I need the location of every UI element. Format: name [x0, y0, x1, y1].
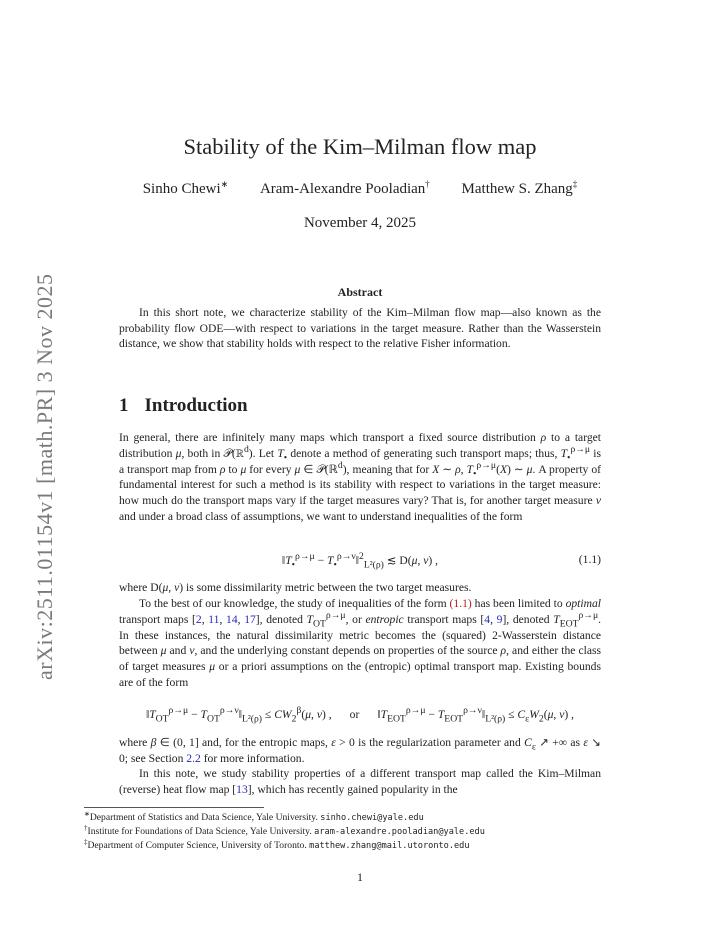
abstract-heading: Abstract [337, 285, 383, 299]
intro-paragraph-3: To the best of our knowledge, the study of inequalities of the form (1.1) has been limited to optimal transport maps [2, 11, 14, 17], denoted $T_{OT}^{\rho\to\mu}$, or entropic transport maps [4, 9], denoted $T_{EOT}^{\rho\to\mu}$. In these instances, the natural dissimilarity metric becomes the (squared) 2-Wasserstein distance between μ and ν, and the underlying constant depends on properties of the source ρ, and either the class of target measures μ or a priori assumptions on the (entropic) optimal transport map. Existing bounds are of the form [119, 597, 602, 689]
footnotes [84, 811, 644, 853]
equation-tag: (1.1) [578, 553, 601, 566]
intro-paragraph-1: In general, there are infinitely many maps which transport a fixed source distribution ρ to a target distribution μ, both in 𝒫(ℝ$^d$). Let $T_•$ denote a method of generating such transport maps; thus, $T_•^{\rho\to\mu}$ is a transport map from ρ to μ for every μ ∈ 𝒫(ℝ$^d$), meaning that for X ∼ ρ, $T_•^{\rho\to\mu}(X)$ ∼ μ. A property of fundamental interest for such a method is its stability with respect to variations in the target measure: how much do the transport maps vary if the target measures vary? That is, for another target measure ν and under a broad class of assumptions, we want to understand inequalities of the form [119, 431, 602, 523]
equation-bounds [119, 705, 601, 725]
footnote-rule [84, 807, 264, 808]
footnote-2: †Institute for Foundations of Data Science, Yale University. aram-alexandre.pooladian@yale.edu [84, 823, 485, 837]
section-title: Introduction [144, 395, 248, 416]
section-heading [119, 395, 248, 417]
author-list [0, 181, 720, 198]
page-number: 1 [357, 870, 363, 884]
section-number: 1 [119, 395, 129, 416]
equation-body: $‖T_•^{\rho\to\mu}$ − $T_•^{\rho\to\nu}‖^2_{L^2(\rho)}$ ≲ D(μ, ν) , [281, 551, 439, 571]
arxiv-sidebar [12, 250, 57, 680]
bound-ot: $‖T_{OT}^{\rho\to\mu}$ − $T_{OT}^{\rho\to\nu}‖_{L^2(\rho)} \le CW_2^\beta(\mu$, ν) , [145, 705, 332, 725]
abstract-text: In this short note, we characterize stability of the Kim–Milman flow map—also known as the probability flow ODE—with respect to variations in the target measure. Rather than the Wasserstein distance, we show that stability holds with respect to the relative Fisher information. [119, 306, 601, 351]
paper-date: November 4, 2025 [303, 215, 417, 231]
paper-title: Stability of the Kim–Milman flow map [183, 134, 537, 159]
footnote-email[interactable]: matthew.zhang@mail.utoronto.edu [309, 841, 470, 851]
footnote-1: ∗Department of Statistics and Data Science, Yale University. sinho.chewi@yale.edu [84, 809, 424, 823]
footnote-email[interactable]: aram-alexandre.pooladian@yale.edu [314, 827, 485, 837]
or-word: or [349, 708, 360, 721]
intro-paragraph-2: where D(μ, ν) is some dissimilarity metric between the two target measures. [119, 581, 472, 594]
author-3: Matthew S. Zhang‡ [461, 179, 578, 197]
author-1: Sinho Chewi∗ [142, 179, 229, 197]
footnote-3: ‡Department of Computer Science, University of Toronto. matthew.zhang@mail.utoronto.edu [84, 837, 470, 851]
intro-paragraph-5: In this note, we study stability properties of a different transport map called the Kim–Milman (reverse) heat flow map [13], which has recently gained popularity in the [119, 767, 601, 796]
bound-eot: $‖T_{EOT}^{\rho\to\mu}$ − $T_{EOT}^{\rho\to\nu}‖_{L^2(\rho)} \le C_\varepsilon W_2(\mu$, ν) , [377, 705, 575, 725]
intro-paragraph-4: where β ∈ (0, 1] and, for the entropic maps, ε > 0 is the regularization parameter and $C_\varepsilon$ ↗ +∞ as ε ↘ 0; see Section 2.2 for more information. [119, 736, 601, 765]
footnote-email[interactable]: sinho.chewi@yale.edu [320, 813, 424, 823]
arxiv-identifier: arXiv:2511.01154v1 [math.PR] 3 Nov 2025 [32, 273, 57, 680]
author-2: Aram-Alexandre Pooladian† [259, 179, 430, 197]
